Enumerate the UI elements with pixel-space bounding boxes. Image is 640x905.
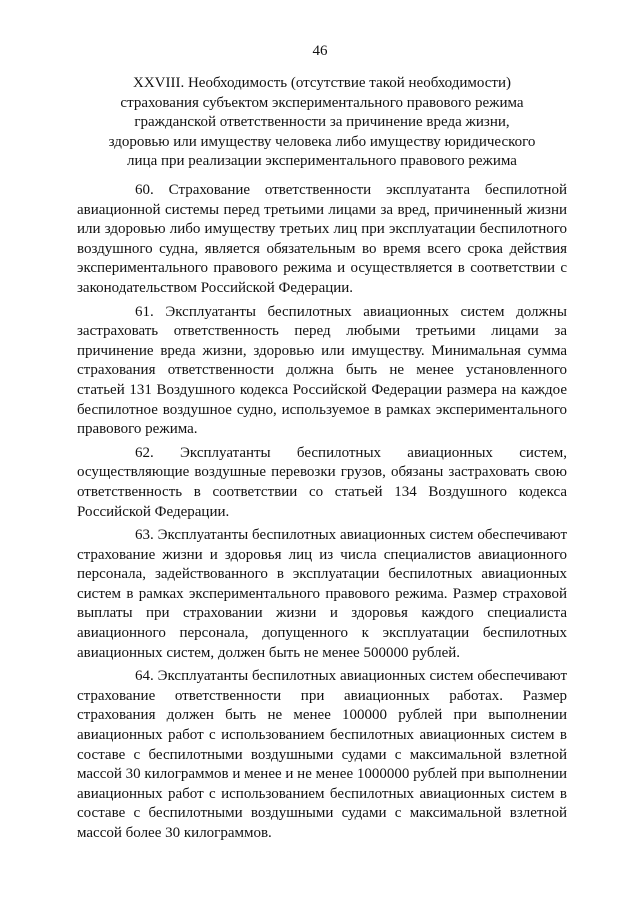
heading-line: лица при реализации экспериментального правового режима xyxy=(127,153,517,170)
paragraph-63: 63. Эксплуатанты беспилотных авиационных систем обеспечивают страхование жизни и здоровья лиц из числа специалистов авиационного персонала, задействованного в эксплуатации беспилотных авиационных систем в рамках экспериментального правового режима. Размер страховой выплаты при страховании жизни и здоровья каждого специалиста авиационного персонала, допущенного к эксплуатации беспилотных авиационных систем, должен быть не менее 500000 рублей. xyxy=(77,527,567,661)
paragraph-60: 60. Страхование ответственности эксплуатанта беспилотной авиационной системы перед третьими лицами за вред, причиненный жизни или здоровью либо имуществу третьих лиц при эксплуатации беспилотного воздушного судна, является обязательным во время всего срока действия экспериментального правового режима и осуществляется в соответствии с законодательством Российской Федерации. xyxy=(77,182,567,296)
heading-line: гражданской ответственности за причинение вреда жизни, xyxy=(134,114,510,131)
heading-line: здоровью или имуществу человека либо имуществу юридического xyxy=(108,133,536,150)
paragraph-61: 61. Эксплуатанты беспилотных авиационных систем должны застраховать ответственность перед любыми третьими лицами за причинение вреда жизни, здоровью или имуществу. Минимальная сумма страхования ответственности должна быть не менее установленного статьей 131 Воздушного кодекса Российской Федерации размера на каждое беспилотное воздушное судно, используемое в рамках экспериментального правового режима. xyxy=(77,303,567,438)
heading-line: XXVIII. Необходимость (отсутствие такой необходимости) xyxy=(132,75,512,91)
document-body xyxy=(77,181,567,848)
paragraph-64: 64. Эксплуатанты беспилотных авиационных систем обеспечивают страхование ответственности при авиационных работах. Размер страхования должен быть не менее 100000 рублей при выполнении авиационных работ с использованием беспилотных авиационных систем в составе с беспилотными воздушными судами с максимальной взлетной массой 30 килограммов и менее и не менее 1000000 рублей при выполнении авиационных работ с использованием беспилотных авиационных систем в составе с беспилотными воздушными судами с максимальной взлетной массой более 30 килограммов. xyxy=(77,668,567,841)
paragraph-62: 62. Эксплуатанты беспилотных авиационных систем, осуществляющие воздушные перевозки грузов, обязаны застраховать свою ответственность в соответствии со статьей 134 Воздушного кодекса Российской Федерации. xyxy=(77,444,567,520)
heading-line: страхования субъектом экспериментального правового режима xyxy=(120,94,524,111)
section-heading xyxy=(78,74,566,172)
page-number: 46 xyxy=(312,43,328,59)
